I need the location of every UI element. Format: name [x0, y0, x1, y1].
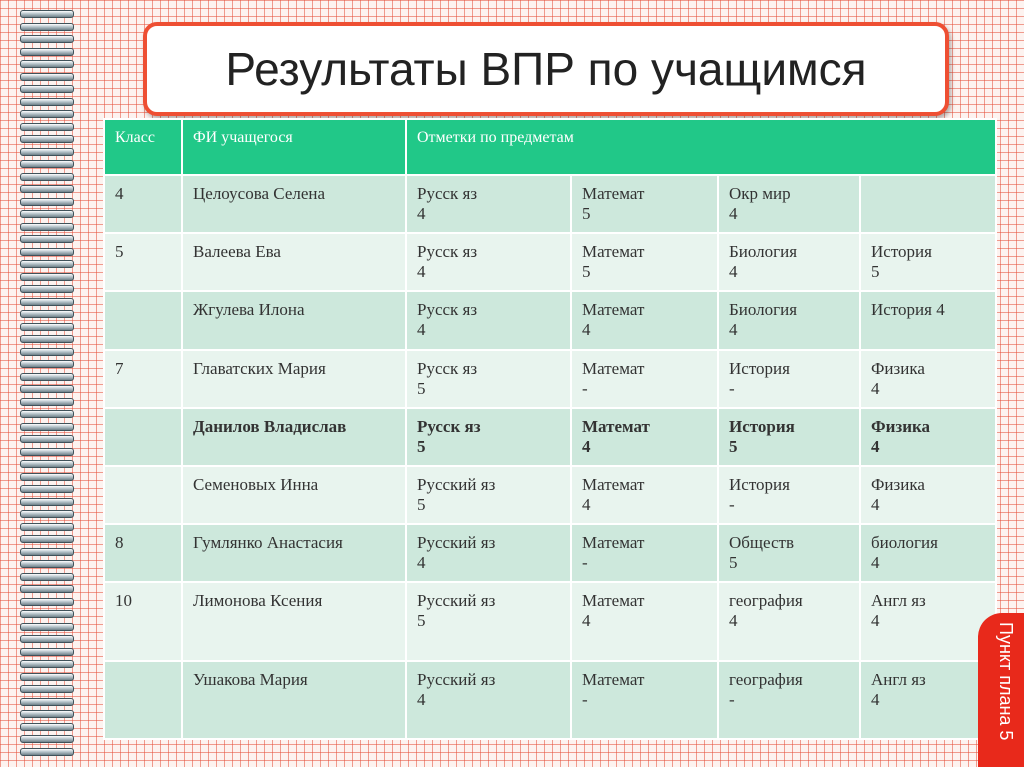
subject-name: Русск яз	[417, 300, 478, 320]
subject-name: Математ	[582, 300, 645, 320]
spiral-ring	[20, 123, 74, 131]
table-row	[104, 408, 996, 466]
subject-name: История	[729, 358, 790, 378]
spiral-ring	[20, 135, 74, 143]
subject-name: Обществ	[729, 533, 794, 553]
grade-mark: 5	[417, 495, 426, 515]
class-cell	[104, 661, 182, 739]
subject-name: Англ яз	[871, 591, 926, 611]
spiral-ring	[20, 35, 74, 43]
subject-name: Математ	[582, 533, 645, 553]
grade-cell	[718, 661, 860, 739]
grade-cell	[571, 233, 718, 291]
spiral-ring	[20, 673, 74, 681]
subject-name: Русский яз	[417, 591, 496, 611]
spiral-ring	[20, 273, 74, 281]
grade-mark: 5	[729, 436, 738, 456]
spiral-ring	[20, 535, 74, 543]
spiral-ring	[20, 448, 74, 456]
student-name-cell: Ушакова Мария	[182, 661, 406, 739]
spiral-ring	[20, 623, 74, 631]
spiral-ring	[20, 485, 74, 493]
grade-mark: 4	[582, 320, 591, 340]
grade-cell	[406, 661, 571, 739]
grade-mark: 4	[582, 495, 591, 515]
grade-cell	[571, 175, 718, 233]
title-box	[143, 22, 949, 116]
spiral-ring	[20, 748, 74, 756]
table-row	[104, 233, 996, 291]
grade-cell	[860, 466, 996, 524]
spiral-ring	[20, 10, 74, 18]
grade-mark: 5	[729, 553, 738, 573]
class-cell	[104, 291, 182, 349]
subject-name: Математ	[582, 669, 645, 689]
grade-cell	[406, 524, 571, 582]
grade-mark: -	[582, 689, 588, 709]
header-class: Класс	[104, 119, 182, 175]
grade-cell	[860, 524, 996, 582]
student-name-cell: Главатских Мария	[182, 350, 406, 408]
subject-name: Русский яз	[417, 533, 496, 553]
grade-mark: 4	[871, 611, 880, 631]
class-cell	[104, 466, 182, 524]
spiral-ring	[20, 173, 74, 181]
subject-name: Математ	[582, 358, 645, 378]
subject-name: Математ	[582, 184, 645, 203]
table-row	[104, 661, 996, 739]
spiral-ring	[20, 660, 74, 668]
spiral-ring	[20, 410, 74, 418]
subject-name: Окр мир	[729, 184, 791, 203]
spiral-ring	[20, 335, 74, 343]
subject-name: История	[729, 475, 790, 495]
subject-name: Русск яз	[417, 184, 478, 203]
grade-cell	[406, 291, 571, 349]
grade-cell	[860, 408, 996, 466]
grade-mark: 4	[417, 320, 426, 340]
student-name-cell: Лимонова Ксения	[182, 582, 406, 660]
spiral-ring	[20, 185, 74, 193]
grade-cell	[860, 661, 996, 739]
grade-cell	[860, 291, 996, 349]
grade-cell	[718, 524, 860, 582]
grade-mark: 5	[417, 611, 426, 631]
spiral-ring	[20, 248, 74, 256]
grade-mark: 4	[729, 204, 738, 223]
grade-cell	[718, 291, 860, 349]
spiral-ring	[20, 348, 74, 356]
grade-cell	[718, 582, 860, 660]
side-tab-label: Пункт плана 5	[996, 622, 1016, 741]
spiral-ring	[20, 573, 74, 581]
spiral-ring	[20, 148, 74, 156]
grade-cell	[718, 408, 860, 466]
spiral-ring	[20, 373, 74, 381]
table-row	[104, 175, 996, 233]
grade-cell	[571, 350, 718, 408]
spiral-ring	[20, 85, 74, 93]
grade-cell	[718, 466, 860, 524]
table-row	[104, 524, 996, 582]
grade-mark: 5	[871, 262, 880, 282]
table-row	[104, 350, 996, 408]
subject-name: Русск яз	[417, 416, 481, 436]
spiral-ring	[20, 548, 74, 556]
table-body	[104, 175, 996, 739]
grade-mark: 4	[417, 689, 426, 709]
spiral-ring	[20, 210, 74, 218]
grade-cell	[860, 350, 996, 408]
grade-cell	[406, 466, 571, 524]
table-row	[104, 466, 996, 524]
grade-mark: 4	[582, 611, 591, 631]
spiral-ring	[20, 635, 74, 643]
spiral-ring	[20, 585, 74, 593]
spiral-ring	[20, 510, 74, 518]
spiral-ring	[20, 735, 74, 743]
subject-name: Англ яз	[871, 669, 926, 689]
spiral-ring	[20, 260, 74, 268]
subject-name: История	[871, 242, 932, 262]
header-student-name: ФИ учащегося	[182, 119, 406, 175]
grade-mark: 4	[871, 495, 880, 515]
grade-mark: 5	[417, 378, 426, 398]
spiral-ring	[20, 523, 74, 531]
spiral-ring	[20, 323, 74, 331]
table-header-row	[104, 119, 996, 175]
spiral-ring	[20, 648, 74, 656]
class-cell: 8	[104, 524, 182, 582]
student-name-cell: Валеева Ева	[182, 233, 406, 291]
subject-name: История 4	[871, 300, 945, 320]
subject-name: Математ	[582, 475, 645, 495]
grade-cell	[406, 408, 571, 466]
grade-cell	[718, 233, 860, 291]
spiral-ring	[20, 685, 74, 693]
spiral-ring	[20, 235, 74, 243]
spiral-ring	[20, 498, 74, 506]
class-cell: 10	[104, 582, 182, 660]
subject-name: география	[729, 591, 803, 611]
spiral-ring	[20, 398, 74, 406]
class-cell: 5	[104, 233, 182, 291]
spiral-ring	[20, 160, 74, 168]
subject-name: Математ	[582, 591, 645, 611]
spiral-ring	[20, 98, 74, 106]
spiral-ring	[20, 48, 74, 56]
subject-name: Биология	[729, 242, 798, 262]
spiral-ring	[20, 285, 74, 293]
spiral-ring	[20, 223, 74, 231]
subject-name: Русск яз	[417, 242, 478, 262]
grade-cell	[406, 350, 571, 408]
grade-mark: -	[582, 378, 588, 398]
class-cell	[104, 408, 182, 466]
grade-mark: 5	[417, 436, 426, 456]
table-row	[104, 291, 996, 349]
spiral-ring	[20, 473, 74, 481]
spiral-ring	[20, 360, 74, 368]
grade-cell	[571, 466, 718, 524]
spiral-ring	[20, 423, 74, 431]
grade-mark: 4	[582, 436, 591, 456]
subject-name: История	[729, 416, 795, 436]
notebook-spiral	[20, 0, 80, 767]
subject-name: Русский яз	[417, 669, 496, 689]
spiral-ring	[20, 710, 74, 718]
grade-mark: 4	[871, 689, 880, 709]
subject-name: Математ	[582, 242, 645, 262]
subject-name: Физика	[871, 475, 925, 495]
results-table	[103, 118, 997, 740]
spiral-ring	[20, 298, 74, 306]
grade-mark: 4	[417, 204, 426, 223]
grade-cell	[571, 582, 718, 660]
subject-name: география	[729, 669, 803, 689]
grade-cell	[406, 582, 571, 660]
spiral-ring	[20, 698, 74, 706]
spiral-ring	[20, 385, 74, 393]
grade-cell	[571, 408, 718, 466]
table-row	[104, 582, 996, 660]
student-name-cell: Жгулева Илона	[182, 291, 406, 349]
spiral-ring	[20, 435, 74, 443]
grade-mark: -	[729, 689, 735, 709]
grade-mark: -	[729, 378, 735, 398]
student-name-cell: Семеновых Инна	[182, 466, 406, 524]
grade-mark: 4	[871, 553, 880, 573]
grade-mark: -	[582, 553, 588, 573]
grade-mark: 4	[729, 262, 738, 282]
class-cell: 7	[104, 350, 182, 408]
grade-mark: 4	[871, 436, 880, 456]
subject-name: Физика	[871, 416, 931, 436]
subject-name: Биология	[729, 300, 798, 320]
grade-mark: 4	[417, 262, 426, 282]
spiral-ring	[20, 723, 74, 731]
spiral-ring	[20, 110, 74, 118]
subject-name: Русский яз	[417, 475, 496, 495]
grade-cell	[718, 350, 860, 408]
subject-name: Математ	[582, 416, 650, 436]
subject-name: биология	[871, 533, 938, 553]
spiral-ring	[20, 560, 74, 568]
grade-mark: 5	[582, 262, 591, 282]
grade-cell	[860, 175, 996, 233]
spiral-ring	[20, 598, 74, 606]
grade-mark: -	[729, 495, 735, 515]
spiral-ring	[20, 460, 74, 468]
spiral-ring	[20, 73, 74, 81]
grade-cell	[718, 175, 860, 233]
grade-mark: 4	[871, 378, 880, 398]
grade-cell	[406, 175, 571, 233]
grade-cell	[571, 291, 718, 349]
grade-cell	[860, 582, 996, 660]
spiral-ring	[20, 60, 74, 68]
grade-cell	[406, 233, 571, 291]
grade-mark: 4	[729, 320, 738, 340]
student-name-cell: Целоусова Селена	[182, 175, 406, 233]
subject-name: Русск яз	[417, 358, 478, 378]
grade-mark: 5	[582, 204, 591, 223]
subject-name: Физика	[871, 358, 925, 378]
grade-cell	[571, 661, 718, 739]
header-subject-grades: Отметки по предметам	[406, 119, 996, 175]
grade-mark: 4	[729, 611, 738, 631]
page-title: Результаты ВПР по учащимся	[225, 43, 867, 95]
grade-mark: 4	[417, 553, 426, 573]
student-name-cell: Данилов Владислав	[182, 408, 406, 466]
spiral-ring	[20, 310, 74, 318]
spiral-ring	[20, 23, 74, 31]
class-cell: 4	[104, 175, 182, 233]
grade-cell	[860, 233, 996, 291]
student-name-cell: Гумлянко Анастасия	[182, 524, 406, 582]
spiral-ring	[20, 198, 74, 206]
spiral-ring	[20, 610, 74, 618]
grade-cell	[571, 524, 718, 582]
